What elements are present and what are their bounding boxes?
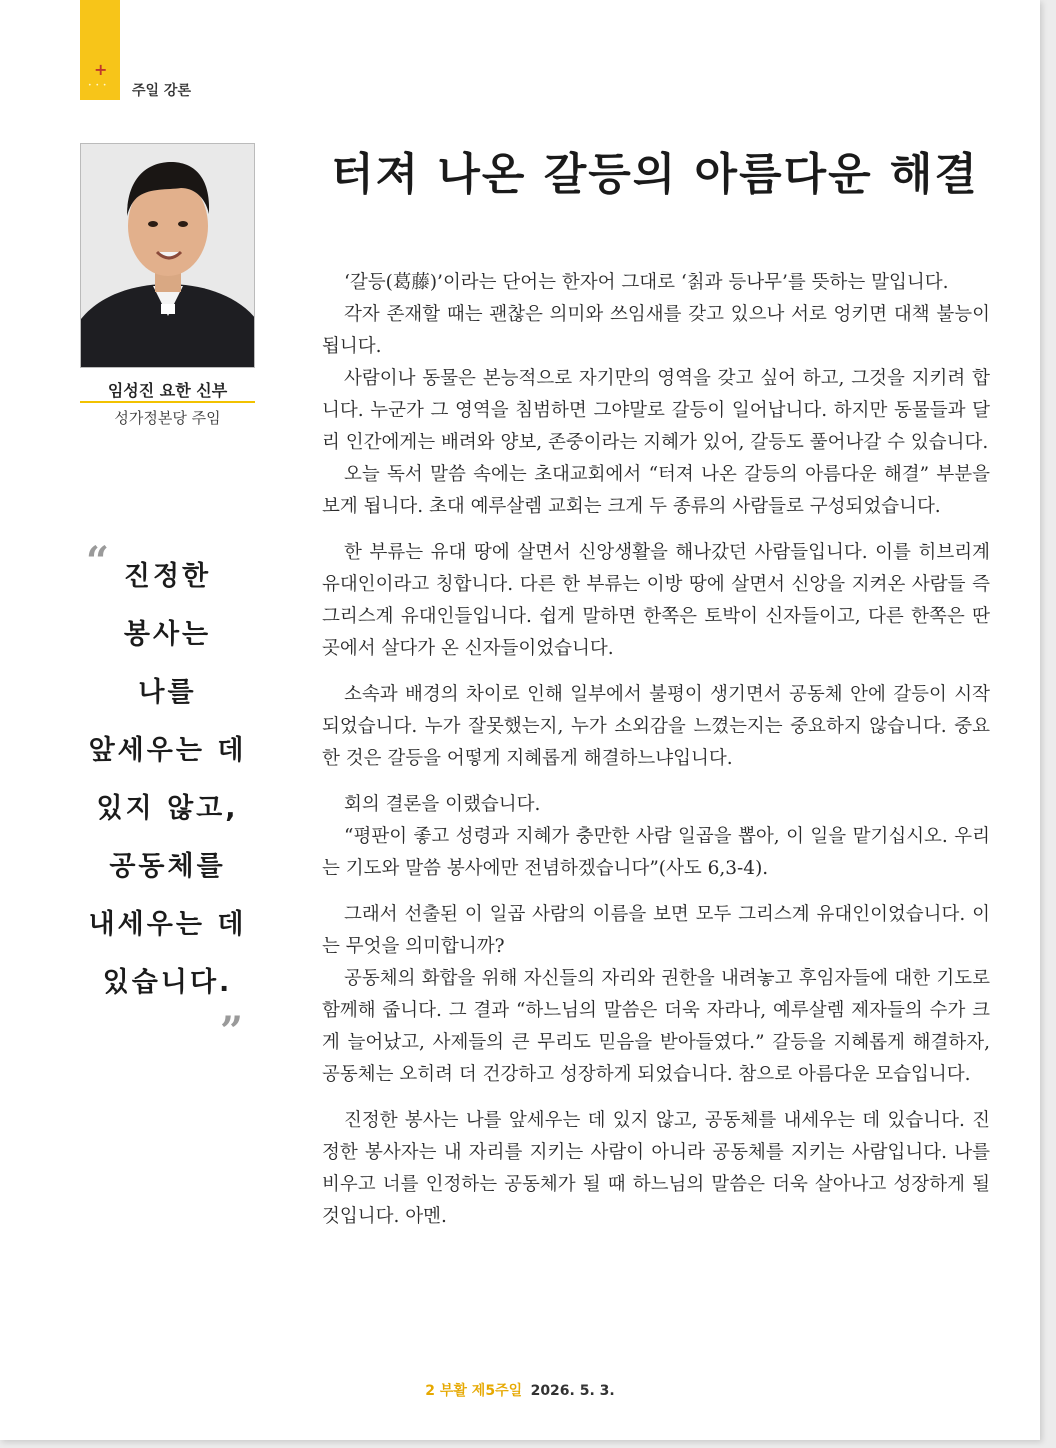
pull-quote-line: 봉사는 (123, 619, 212, 650)
article-paragraph: 오늘 독서 말씀 속에는 초대교회에서 “터져 나온 갈등의 아름다운 해결” 부분을 보게 됩니다. 초대 예루살렘 교회는 크게 두 종류의 사람들로 구성되었습니다. (322, 464, 990, 517)
section-tab (80, 0, 120, 100)
pull-quote (75, 548, 260, 1012)
page-footer (0, 1380, 1040, 1400)
page-label: 2 부활 제5주일 (425, 1383, 523, 1399)
article-paragraph: 한 부류는 유대 땅에 살면서 신앙생활을 해나갔던 사람들입니다. 이를 히브리계 유대인이라고 칭합니다. 다른 한 부류는 이방 땅에 살면서 신앙을 지켜온 사람들 즉 그리스계 유대인들입니다. 쉽게 말하면 한쪽은 토박이 신자들이고, 다른 한쪽은 딴 곳에서 살다가 온 신자들이었습니다. (322, 542, 990, 659)
article-paragraph: 사람이나 동물은 본능적으로 자기만의 영역을 갖고 싶어 하고, 그것을 지키려 합니다. 누군가 그 영역을 침범하면 그야말로 갈등이 일어납니다. 하지만 동물들과 달리 인간에게는 배려와 양보, 존중이라는 지혜가 있어, 갈등도 풀어나갈 수 있습니다. (322, 368, 990, 453)
issue-date: 2026. 5. 3. (530, 1383, 615, 1399)
pull-quote-line: 앞세우는 데 (88, 735, 247, 766)
pull-quote-line: 있습니다. (102, 967, 233, 998)
article-paragraph: 그래서 선출된 이 일곱 사람의 이름을 보면 모두 그리스계 유대인이었습니다. 이는 무엇을 의미합니까? (322, 904, 990, 957)
portrait-image (81, 144, 255, 368)
article-paragraph: 소속과 배경의 차이로 인해 일부에서 불평이 생기면서 공동체 안에 갈등이 시작되었습니다. 누가 잘못했는지, 누가 소외감을 느꼈는지는 중요하지 않습니다. 중요한 것은 갈등을 어떻게 지혜롭게 해결하느냐입니다. (322, 684, 990, 769)
article-paragraph: 공동체의 화합을 위해 자신들의 자리와 권한을 내려놓고 후임자들에 대한 기도로 함께해 줍니다. 그 결과 “하느님의 말씀은 더욱 자라나, 예루살렘 제자들의 수가 크게 늘어났고, 사제들의 큰 무리도 믿음을 받아들였다.” 갈등을 지혜롭게 해결하자, 공동체는 오히려 더 건강하고 성장하게 되었습니다. 참으로 아름다운 모습입니다. (322, 968, 990, 1085)
pull-quote-line: 진정한 (123, 561, 212, 592)
article-title: 터져 나온 갈등의 아름다운 해결 (331, 149, 979, 200)
author-divider (80, 401, 255, 403)
pull-quote-line: 있지 않고, (96, 793, 239, 824)
author-role: 성가정본당 주임 (114, 409, 221, 427)
section-label: 주일 강론 (132, 83, 191, 99)
close-quote-icon: ” (220, 1008, 244, 1055)
article-paragraph: ‘갈등(葛藤)’이라는 단어는 한자어 그대로 ‘칡과 등나무’를 뜻하는 말입니다. (344, 272, 949, 293)
article-paragraph: 각자 존재할 때는 괜찮은 의미와 쓰임새를 갖고 있으나 서로 엉키면 대책 불능이 됩니다. (322, 304, 990, 357)
pull-quote-line: 내세우는 데 (88, 909, 247, 940)
open-quote-icon: “ (86, 538, 110, 585)
article-paragraph: 회의 결론을 이랬습니다. (344, 794, 541, 815)
author-photo (80, 143, 255, 368)
article-body (322, 267, 990, 1233)
author-name: 임성진 요한 신부 (107, 381, 228, 400)
dots-decoration: • • • (88, 82, 108, 89)
article-paragraph: “평판이 좋고 성령과 지혜가 충만한 사람 일곱을 뽑아, 이 일을 맡기십시오. 우리는 기도와 말씀 봉사에만 전념하겠습니다”(사도 6,3-4). (322, 826, 990, 879)
pull-quote-line: 공동체를 (109, 851, 226, 882)
pull-quote-line: 나를 (138, 677, 197, 708)
cross-icon: + (94, 60, 108, 79)
article-paragraph: 진정한 봉사는 나를 앞세우는 데 있지 않고, 공동체를 내세우는 데 있습니다. 진정한 봉사자는 내 자리를 지키는 사람이 아니라 공동체를 지키는 사람입니다. 나를 비우고 너를 인정하는 공동체가 될 때 하느님의 말씀은 더욱 살아나고 성장하게 될 것입니다. 아멘. (322, 1110, 990, 1227)
